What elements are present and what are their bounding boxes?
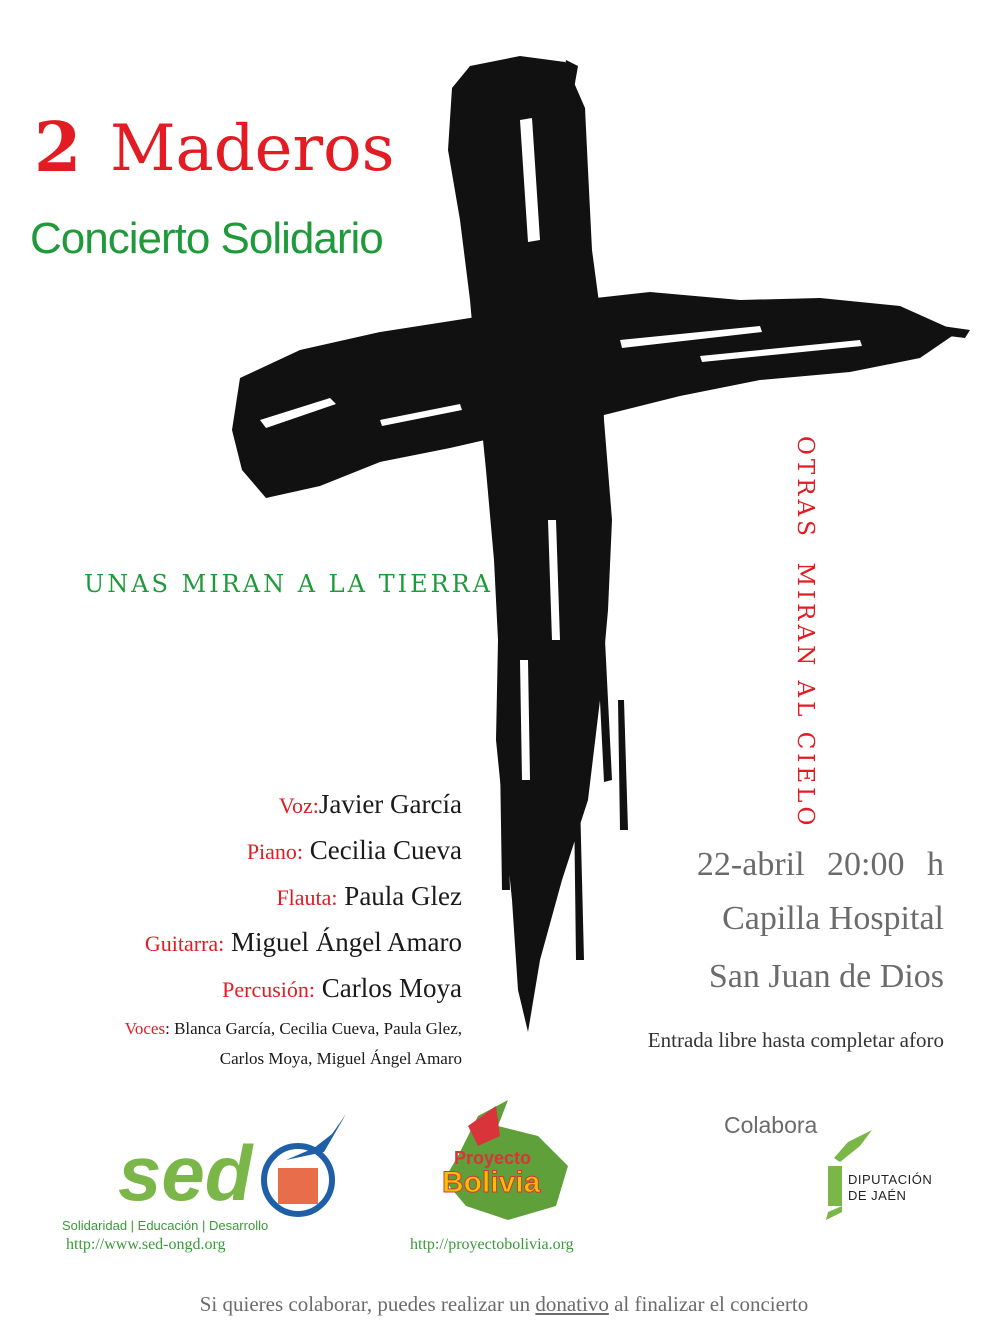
- sed-logo-text: sed: [118, 1129, 253, 1217]
- donativo-link[interactable]: donativo: [535, 1292, 609, 1316]
- bolivia-logo-line1: Proyecto: [454, 1148, 532, 1168]
- credit-role: Guitarra:: [144, 931, 225, 956]
- credit-guitarra: [125, 920, 462, 966]
- footer-after: al finalizar el concierto: [608, 1292, 809, 1316]
- event-venue-line1: Capilla Hospital: [722, 900, 944, 937]
- diputacion-line2: DE JAÉN: [848, 1188, 907, 1203]
- colabora-label: Colabora: [724, 1112, 818, 1138]
- credit-voces: [125, 1014, 462, 1074]
- credit-name: Carlos Moya: [321, 973, 462, 1003]
- credit-piano: [125, 828, 462, 874]
- credit-voz: [125, 782, 462, 828]
- sed-tagline: Solidaridad | Educación | Desarrollo: [62, 1218, 269, 1233]
- credit-role: Flauta:: [276, 885, 338, 910]
- sed-url[interactable]: http://www.sed-ongd.org: [66, 1236, 226, 1253]
- credit-role: Percusión:: [222, 977, 316, 1002]
- bolivia-url[interactable]: http://proyectobolivia.org: [410, 1236, 574, 1253]
- voices-role: Voces: [124, 1019, 166, 1038]
- footer-note: [0, 1292, 1008, 1317]
- credit-role: Voz:: [278, 793, 319, 818]
- voices-line2: Carlos Moya, Miguel Ángel Amaro: [219, 1049, 462, 1068]
- event-date: 22-abril: [696, 846, 805, 883]
- title-name: Maderos: [110, 112, 395, 186]
- credit-name: Paula Glez: [344, 881, 462, 911]
- bolivia-logo-line2: Bolivia: [442, 1166, 541, 1199]
- slogan-left: UNAS MIRAN A LA TIERRA: [84, 570, 494, 598]
- footer-before: Si quieres colaborar, puedes realizar un: [199, 1292, 536, 1316]
- proyecto-bolivia-logo: [438, 1096, 578, 1226]
- title-number: 2: [34, 108, 82, 188]
- credit-percusion: [125, 966, 462, 1012]
- slogan-right: OTRAS MIRAN AL CIELO: [792, 436, 818, 830]
- sed-logo: [118, 1108, 368, 1218]
- credit-role: Piano:: [246, 839, 304, 864]
- voices-line1: : Blanca García, Cecilia Cueva, Paula Glez,: [165, 1019, 462, 1038]
- event-date-time: [648, 840, 944, 890]
- event-entry: Entrada libre hasta completar aforo: [647, 1028, 944, 1052]
- credit-name: Javier García: [318, 789, 462, 819]
- event-venue-line2: San Juan de Dios: [708, 958, 944, 995]
- credits-list: [125, 782, 462, 1074]
- event-time: 20:00 h: [827, 846, 944, 883]
- subtitle: Concierto Solidario: [30, 214, 383, 263]
- credit-name: Miguel Ángel Amaro: [231, 927, 462, 957]
- diputacion-text: [848, 1172, 932, 1204]
- event-info: [648, 840, 944, 1053]
- credit-name: Cecilia Cueva: [309, 835, 462, 865]
- credit-flauta: [125, 874, 462, 920]
- diputacion-line1: DIPUTACIÓN: [848, 1172, 933, 1187]
